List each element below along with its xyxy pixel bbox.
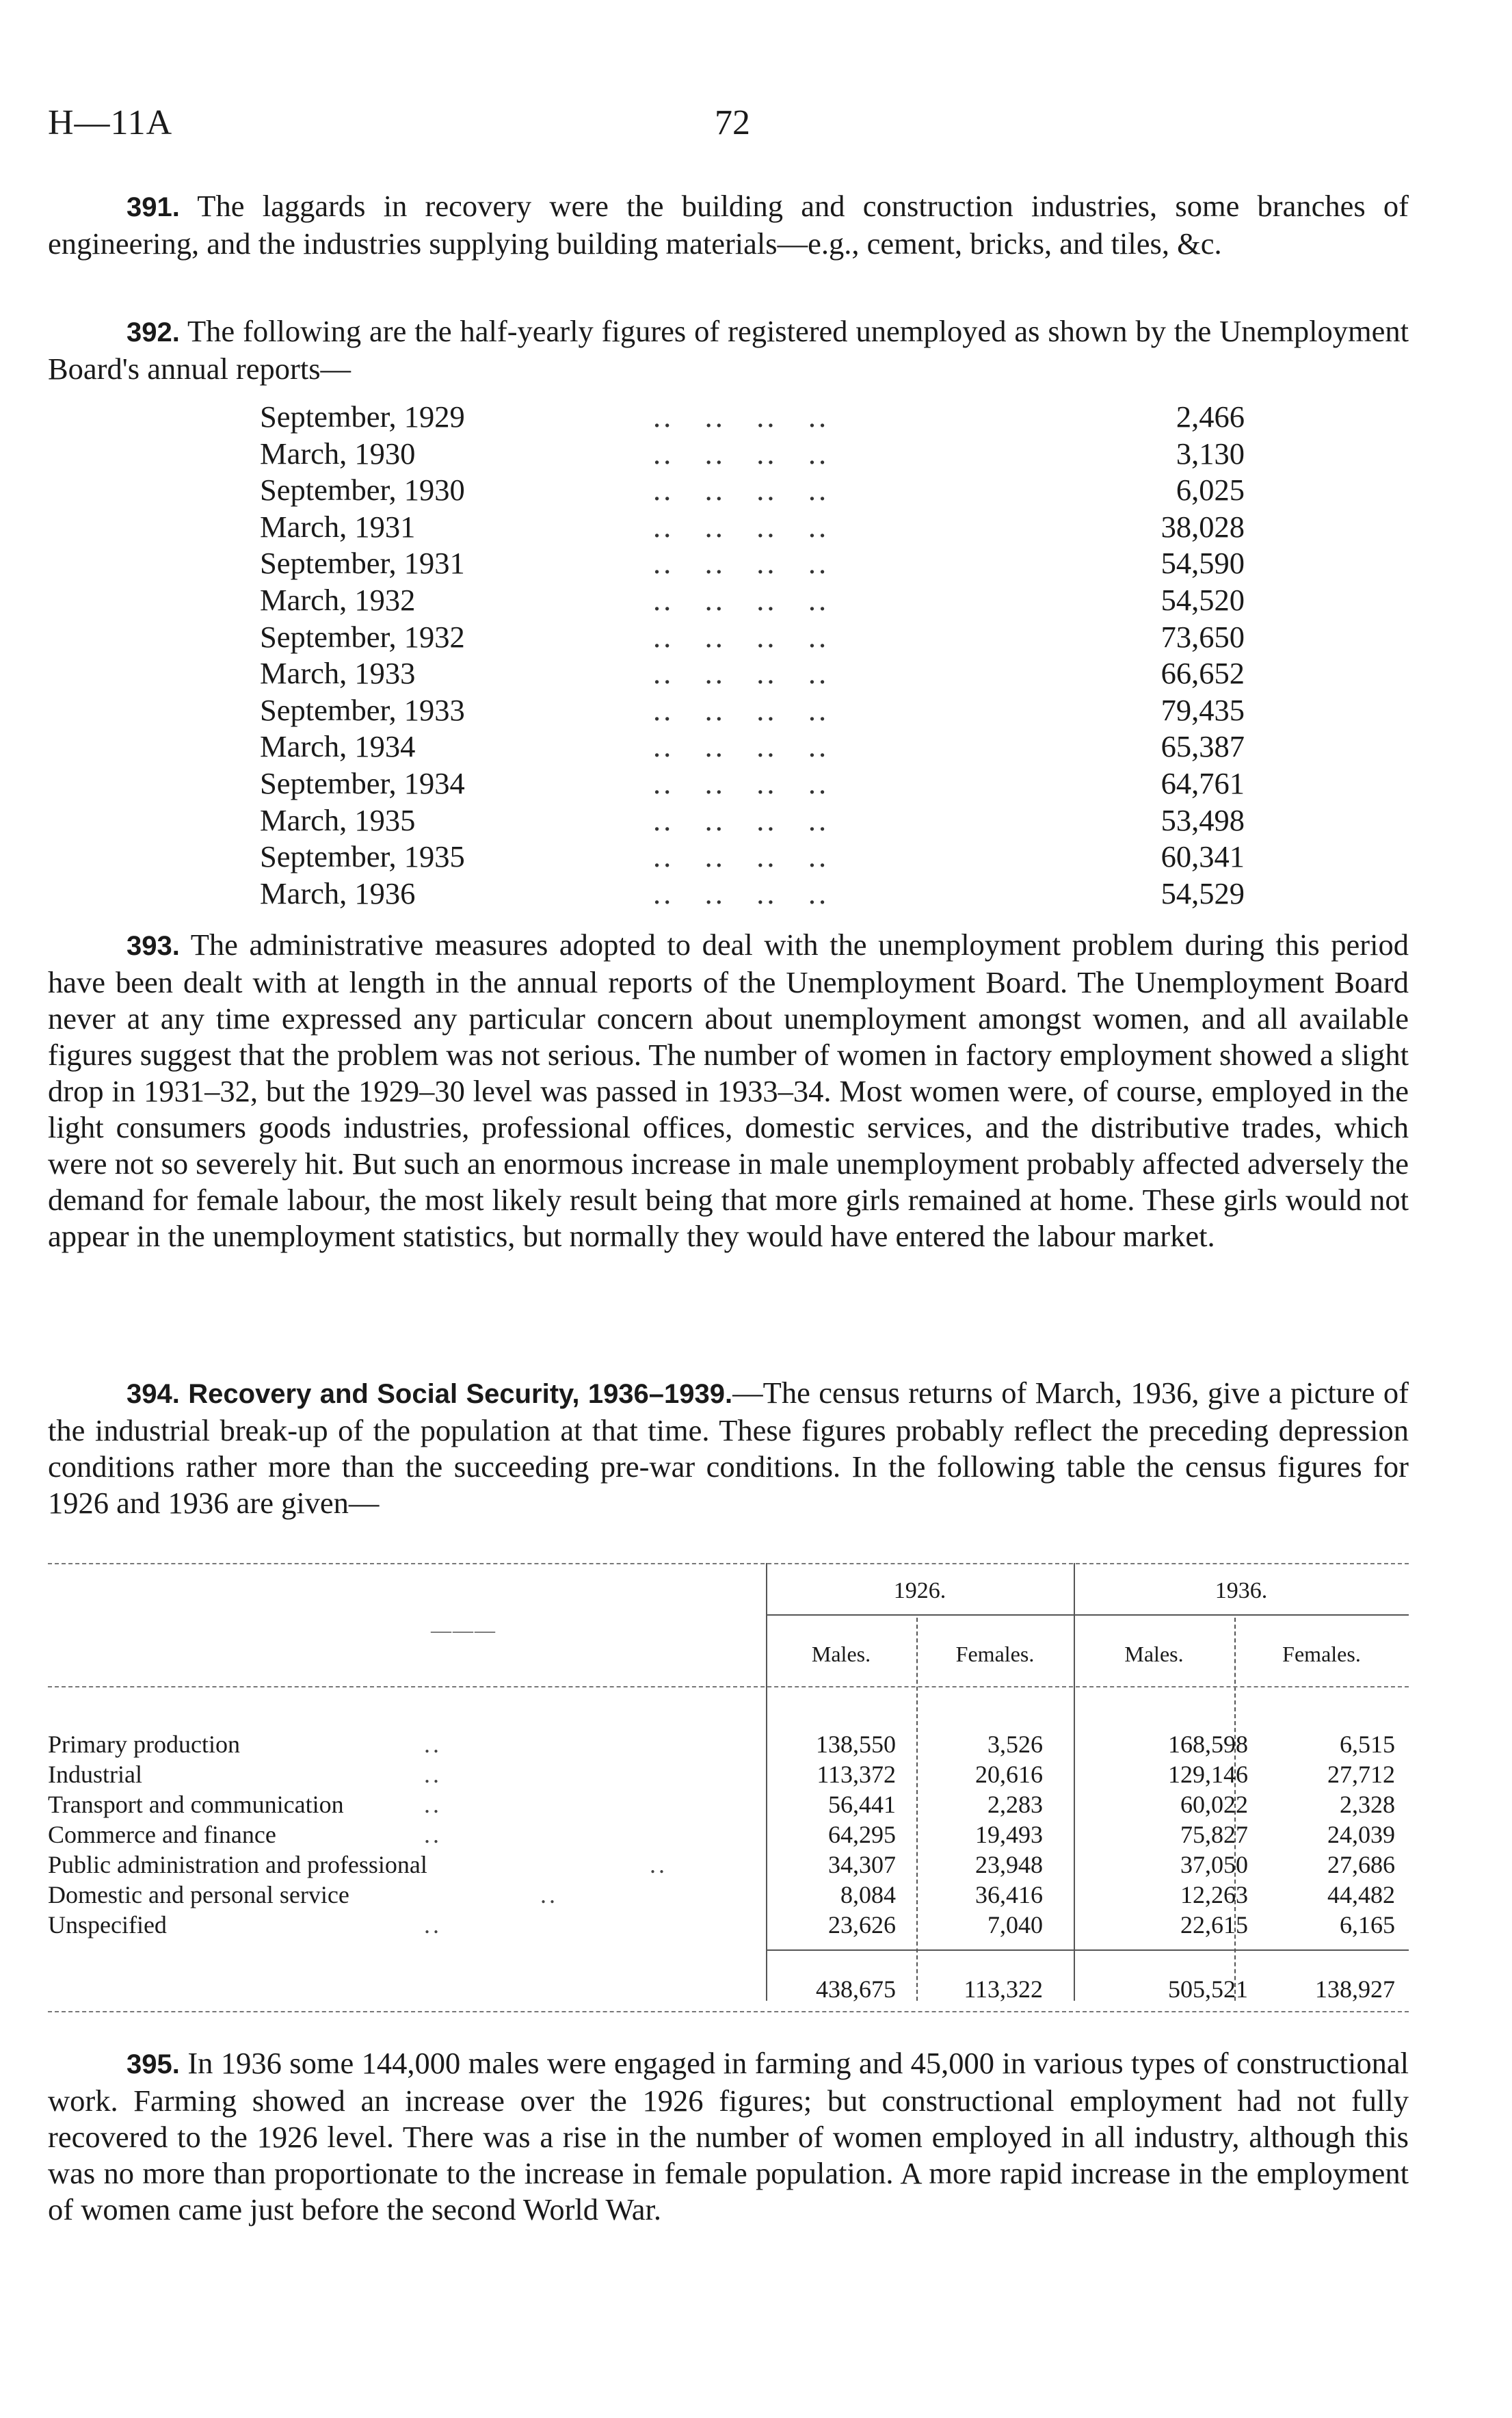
males-1936-cell: 129,146 [1168,1761,1248,1788]
list-item [260,619,1422,656]
table-row [48,1789,1409,1819]
leader-dots: .. .. .. .. [653,729,830,764]
females-1926-cell: 36,416 [975,1881,1043,1908]
leader-dots: .. [424,1761,442,1788]
leader-dots: .. [424,1731,442,1758]
males-1926-cell: 64,295 [828,1821,896,1848]
category-label: Industrial [48,1761,142,1788]
period-label: September, 1930 [260,473,465,508]
census-table [48,1563,1409,2014]
list-item [260,472,1422,509]
leader-dots: .. [424,1821,442,1848]
paragraph-391 [48,188,1409,262]
period-label: September, 1935 [260,839,465,874]
paragraph-number: 393. [127,931,180,961]
leader-dots: .. [424,1911,442,1939]
females-heading: Females. [955,1642,1035,1666]
leader-dots: .. [424,1791,442,1818]
males-1926-cell: 113,372 [817,1761,896,1788]
total-males-1936: 505,521 [1168,1975,1248,2003]
males-1926-cell: 8,084 [840,1881,896,1908]
paragraph-text: —The census returns of March, 1936, give a picture of the industrial break-up of the population at that time. These figures probably reflect the preceding depression conditions rather more than the succeeding pre-war conditions. In the following table the census figures for 1926 and 1936 are given— [48,1376,1409,1520]
females-1936-cell: 2,328 [1340,1791,1395,1818]
unemployed-value: 60,341 [1160,839,1245,874]
unemployed-value: 73,650 [1160,619,1245,654]
list-item [260,399,1422,436]
category-label: Transport and communication [48,1791,344,1818]
males-1926-cell: 56,441 [828,1791,896,1818]
period-label: September, 1931 [260,546,465,581]
year-underline [766,1614,1409,1616]
list-item [260,692,1422,729]
paragraph-number: 394. [127,1379,180,1409]
females-1926-cell: 3,526 [987,1731,1043,1758]
period-label: March, 1935 [260,802,416,837]
females-1926-cell: 20,616 [975,1761,1043,1788]
section-heading: Recovery and Social Security, 1936–1939. [188,1379,733,1409]
paragraph-393 [48,927,1409,1254]
list-item [260,765,1422,802]
totals-rule [766,1949,1409,1951]
leader-dots: .. .. .. .. [653,619,830,654]
unemployed-value: 54,520 [1160,582,1245,617]
males-heading: Males. [1124,1642,1184,1666]
leader-dots: .. .. .. .. [653,876,830,910]
list-item [260,876,1422,912]
males-1926-cell: 34,307 [828,1851,896,1878]
list-item [260,436,1422,473]
leader-dots: .. [650,1851,667,1878]
period-label: September, 1933 [260,692,465,727]
females-1936-cell: 6,515 [1340,1731,1395,1758]
total-females-1926: 113,322 [964,1975,1043,2003]
males-1926-cell: 23,626 [828,1911,896,1939]
paragraph-number: 392. [127,317,180,347]
period-label: March, 1936 [260,876,416,910]
unemployed-value: 65,387 [1160,729,1245,764]
document-code: H—11A [48,103,173,142]
leader-dots: .. .. .. .. [653,509,830,544]
period-label: September, 1932 [260,619,465,654]
stub-heading: ——— [431,1619,496,1642]
males-1936-cell: 168,598 [1168,1731,1248,1758]
paragraph-395 [48,2045,1409,2228]
header-bottom-rule [48,1686,1409,1687]
males-1926-cell: 138,550 [816,1731,896,1758]
table-row [48,1850,1409,1880]
table-row [48,1880,1409,1910]
females-1926-cell: 19,493 [975,1821,1043,1848]
females-1936-cell: 44,482 [1327,1881,1395,1908]
paragraph-text: The following are the half-yearly figures of registered unemployed as shown by the Unemployment Board's annual reports— [48,314,1409,386]
paragraph-392 [48,313,1409,387]
males-heading: Males. [811,1642,871,1666]
leader-dots: .. .. .. .. [653,399,830,434]
period-label: March, 1931 [260,509,416,544]
paragraph-text: In 1936 some 144,000 males were engaged in farming and 45,000 in various types of constructional work. Farming showed an increase over the 1926 figures; but constructional employment had not fully recovered to the 1926 level. There was a rise in the number of women employed in all industry, although this was no more than proportionate to the increase in female population. A more rapid increase in the employment of women came just before the second World War. [48,2046,1409,2226]
year-heading-1926: 1926. [893,1578,946,1603]
females-1926-cell: 23,948 [975,1851,1043,1878]
table-row [48,1910,1409,1940]
totals-row [48,1973,1409,2005]
paragraph-number: 395. [127,2049,180,2079]
table-bottom-rule [48,2011,1409,2012]
period-label: March, 1934 [260,729,416,764]
page-number: 72 [715,103,750,142]
category-label: Public administration and professional [48,1851,427,1878]
unemployed-value: 79,435 [1160,692,1245,727]
females-1936-cell: 27,712 [1327,1761,1395,1788]
period-label: March, 1933 [260,656,416,691]
list-item [260,509,1422,546]
table-top-rule [48,1563,1409,1564]
leader-dots: .. .. .. .. [653,802,830,837]
period-label: March, 1932 [260,582,416,617]
unemployed-value: 64,761 [1160,765,1245,800]
category-label: Primary production [48,1731,240,1758]
table-row [48,1759,1409,1789]
period-label: September, 1929 [260,399,465,434]
unemployed-value: 6,025 [1176,473,1245,508]
category-label: Commerce and finance [48,1821,276,1848]
category-label: Unspecified [48,1911,167,1939]
category-label: Domestic and personal service [48,1881,349,1908]
unemployed-value: 54,529 [1160,876,1245,910]
females-1936-cell: 6,165 [1340,1911,1395,1939]
unemployed-value: 2,466 [1176,399,1245,434]
paragraph-394 [48,1375,1409,1521]
leader-dots: .. .. .. .. [653,436,830,471]
period-label: March, 1930 [260,436,416,471]
table-row [48,1729,1409,1759]
females-1936-cell: 24,039 [1327,1821,1395,1848]
leader-dots: .. .. .. .. [653,765,830,800]
paragraph-text: The laggards in recovery were the building and construction industries, some branches of engineering, and the industries supplying building materials—e.g., cement, bricks, and tiles, &c. [48,189,1409,261]
page-header [48,103,1409,144]
leader-dots: .. [540,1881,558,1908]
females-1926-cell: 7,040 [987,1911,1043,1939]
males-1936-cell: 60,022 [1180,1791,1248,1818]
leader-dots: .. .. .. .. [653,473,830,508]
unemployed-value: 3,130 [1176,436,1245,471]
paragraph-number: 391. [127,192,180,222]
leader-dots: .. .. .. .. [653,656,830,691]
year-heading-1936: 1936. [1215,1578,1268,1603]
leader-dots: .. .. .. .. [653,546,830,581]
females-heading: Females. [1282,1642,1361,1666]
paragraph-text: The administrative measures adopted to deal with the unemployment problem during this period have been dealt with at length in the annual reports of the Unemployment Board. The Unemployment Board never at any time expressed any particular concern about unemployment amongst women, and all available figures suggest that the problem was not serious. The number of women in factory employment showed a slight drop in 1931–32, but the 1929–30 level was passed in 1933–34. Most women were, of course, employed in the light consumers goods industries, professional offices, domestic services, and the distributive trades, which were not so severely hit. But such an enormous increase in male unemployment probably affected adversely the demand for female labour, the most likely result being that more girls remained at home. These girls would not appear in the unemployment statistics, but normally they would have entered the labour market. [48,928,1409,1253]
list-item [260,655,1422,692]
unemployed-value: 54,590 [1160,546,1245,581]
list-item [260,802,1422,839]
table-row [48,1819,1409,1850]
list-item [260,728,1422,765]
leader-dots: .. .. .. .. [653,839,830,874]
unemployed-value: 53,498 [1160,802,1245,837]
males-1936-cell: 75,827 [1180,1821,1248,1848]
males-1936-cell: 37,050 [1180,1851,1248,1878]
list-item [260,545,1422,582]
females-1926-cell: 2,283 [987,1791,1043,1818]
period-label: September, 1934 [260,765,465,800]
unemployed-value: 66,652 [1160,656,1245,691]
total-females-1936: 138,927 [1315,1975,1395,2003]
leader-dots: .. .. .. .. [653,692,830,727]
males-1936-cell: 22,615 [1180,1911,1248,1939]
unemployed-list [260,399,1422,912]
total-males-1926: 438,675 [816,1975,896,2003]
females-1936-cell: 27,686 [1327,1851,1395,1878]
unemployed-value: 38,028 [1160,509,1245,544]
list-item [260,582,1422,619]
males-1936-cell: 12,263 [1180,1881,1248,1908]
leader-dots: .. .. .. .. [653,582,830,617]
list-item [260,839,1422,876]
